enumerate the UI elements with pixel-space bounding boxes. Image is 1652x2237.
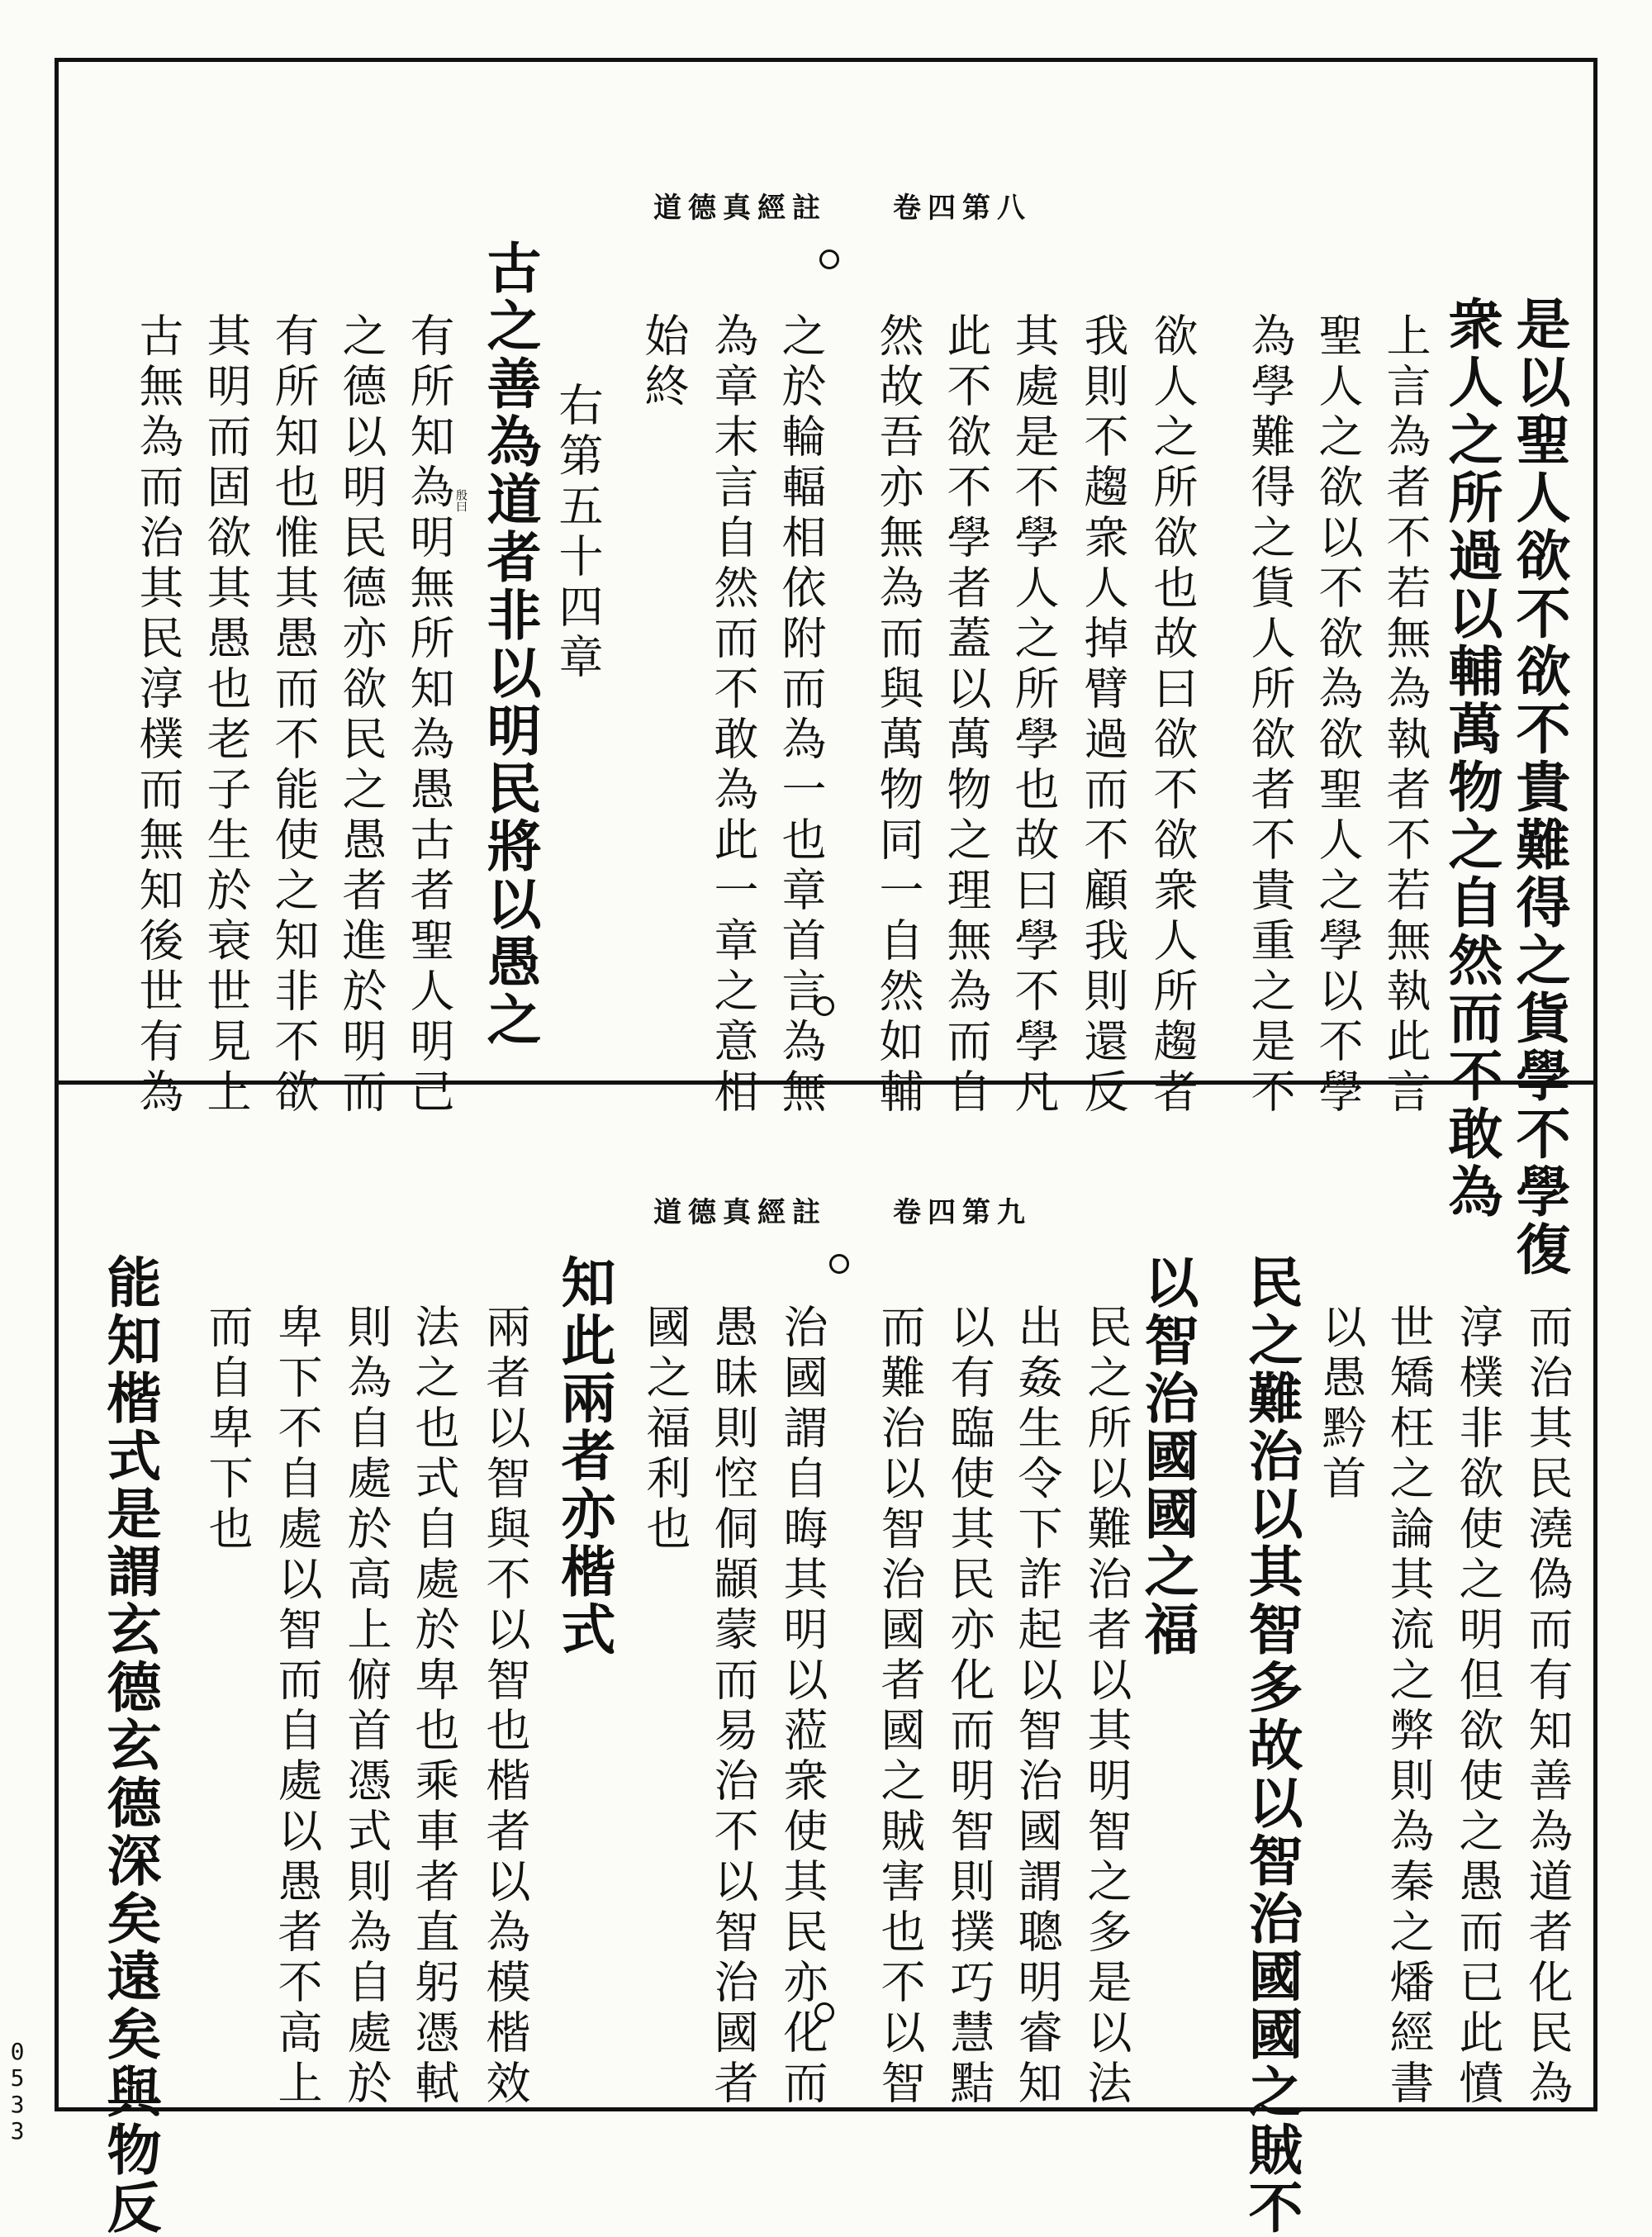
text-column: 其明而固欲其愚也老子生於衰世見上 bbox=[200, 312, 252, 1118]
text-column: 淳樸非欲使之明但欲使之愚而已此憤 bbox=[1452, 1304, 1504, 2110]
text-column: 而自卑下也 bbox=[202, 1304, 254, 1555]
text-column: 上言為者不若無為執者不若無執此言 bbox=[1379, 312, 1431, 1118]
text-column: 為章末言自然而不敢為此一章之意相 bbox=[707, 312, 759, 1118]
text-column: 以有臨使其民亦化而明智則撲巧慧黠 bbox=[943, 1304, 995, 2110]
chapter-heading: 右第五十四章 bbox=[552, 382, 604, 684]
text-column: 其處是不學人之所學也故曰學不學凡 bbox=[1008, 312, 1060, 1118]
top-header-volume: 卷四第八 bbox=[893, 191, 1032, 225]
text-column: 聖人之欲以不欲為欲聖人之學以不學 bbox=[1312, 312, 1364, 1118]
text-column: 而難治以智治國者國之賊害也不以智 bbox=[874, 1304, 926, 2110]
text-column: 而治其民澆偽而有知善為道者化民為 bbox=[1521, 1304, 1574, 2110]
text-column: 民之所以難治者以其明智之多是以法 bbox=[1080, 1304, 1132, 2110]
small-annotation: 殷曰 bbox=[454, 489, 468, 512]
top-header-title: 道德真經註 bbox=[653, 191, 827, 225]
text-column: 為學難得之貨人所欲者不貴重之是不 bbox=[1244, 312, 1296, 1118]
text-column: 欲人之所欲也故曰欲不欲衆人所趨者 bbox=[1146, 312, 1199, 1118]
text-column: 古無為而治其民淳樸而無知後世有為 bbox=[132, 312, 184, 1118]
text-column: 世矯枉之論其流之弊則為秦之燔經書 bbox=[1383, 1304, 1435, 2110]
text-column: 知此兩者亦楷式 bbox=[552, 1254, 616, 1659]
text-column: 有所知也惟其愚而不能使之知非不欲 bbox=[268, 312, 320, 1118]
text-column: 則為自處於高上俯首憑式則為自處於 bbox=[340, 1304, 392, 2110]
bottom-running-header bbox=[512, 1185, 1173, 1234]
text-column: 治國謂自晦其明以蒞衆使其民亦化而 bbox=[776, 1304, 828, 2110]
text-column: 法之也式自處於卑也乘車者直躬憑軾 bbox=[408, 1304, 460, 2110]
circle-mark bbox=[819, 249, 839, 269]
text-column: 民之難治以其智多故以智治國國之賊不 bbox=[1239, 1254, 1303, 2237]
text-column: 卑下不自處以智而自處以愚者不高上 bbox=[271, 1304, 323, 2110]
text-column: 此不欲不學者蓋以萬物之理無為而自 bbox=[940, 312, 992, 1118]
text-column: 衆人之所過以輔萬物之自然而不敢為 bbox=[1439, 296, 1503, 1221]
text-column: 有所知為明無所知為愚古者聖人明己 bbox=[403, 312, 455, 1118]
page-number: 0 5 3 3 bbox=[10, 2038, 25, 2144]
text-column: 能知楷式是謂玄德玄德深矣遠矣與物反 bbox=[97, 1254, 162, 2237]
text-column: 古之善為道者非以明民將以愚之 bbox=[477, 240, 542, 1049]
text-column: 始終 bbox=[638, 312, 690, 413]
text-column: 兩者以智與不以智也楷者以為模楷效 bbox=[479, 1304, 531, 2110]
text-column: 之於輪輻相依附而為一也章首言為無 bbox=[775, 312, 827, 1118]
text-column: 國之福利也 bbox=[639, 1304, 691, 1555]
text-column: 我則不趨衆人掉臂過而不顧我則還反 bbox=[1077, 312, 1129, 1118]
text-column: 之德以明民德亦欲民之愚者進於明而 bbox=[335, 312, 387, 1118]
top-running-header bbox=[512, 180, 1173, 230]
text-column: 愚昧則悾侗顓蒙而易治不以智治國者 bbox=[707, 1304, 759, 2110]
bottom-header-title: 道德真經註 bbox=[653, 1195, 827, 1229]
text-column: 以愚黔首 bbox=[1315, 1304, 1367, 1505]
bottom-header-volume: 卷四第九 bbox=[893, 1195, 1032, 1229]
text-column: 是以聖人欲不欲不貴難得之貨學不學復 bbox=[1507, 296, 1571, 1279]
text-column: 出姦生令下詐起以智治國謂聰明睿知 bbox=[1011, 1304, 1063, 2110]
text-column: 然故吾亦無為而與萬物同一自然如輔 bbox=[872, 312, 924, 1118]
circle-mark bbox=[829, 1254, 849, 1274]
text-column: 以智治國國之福 bbox=[1135, 1254, 1199, 1659]
